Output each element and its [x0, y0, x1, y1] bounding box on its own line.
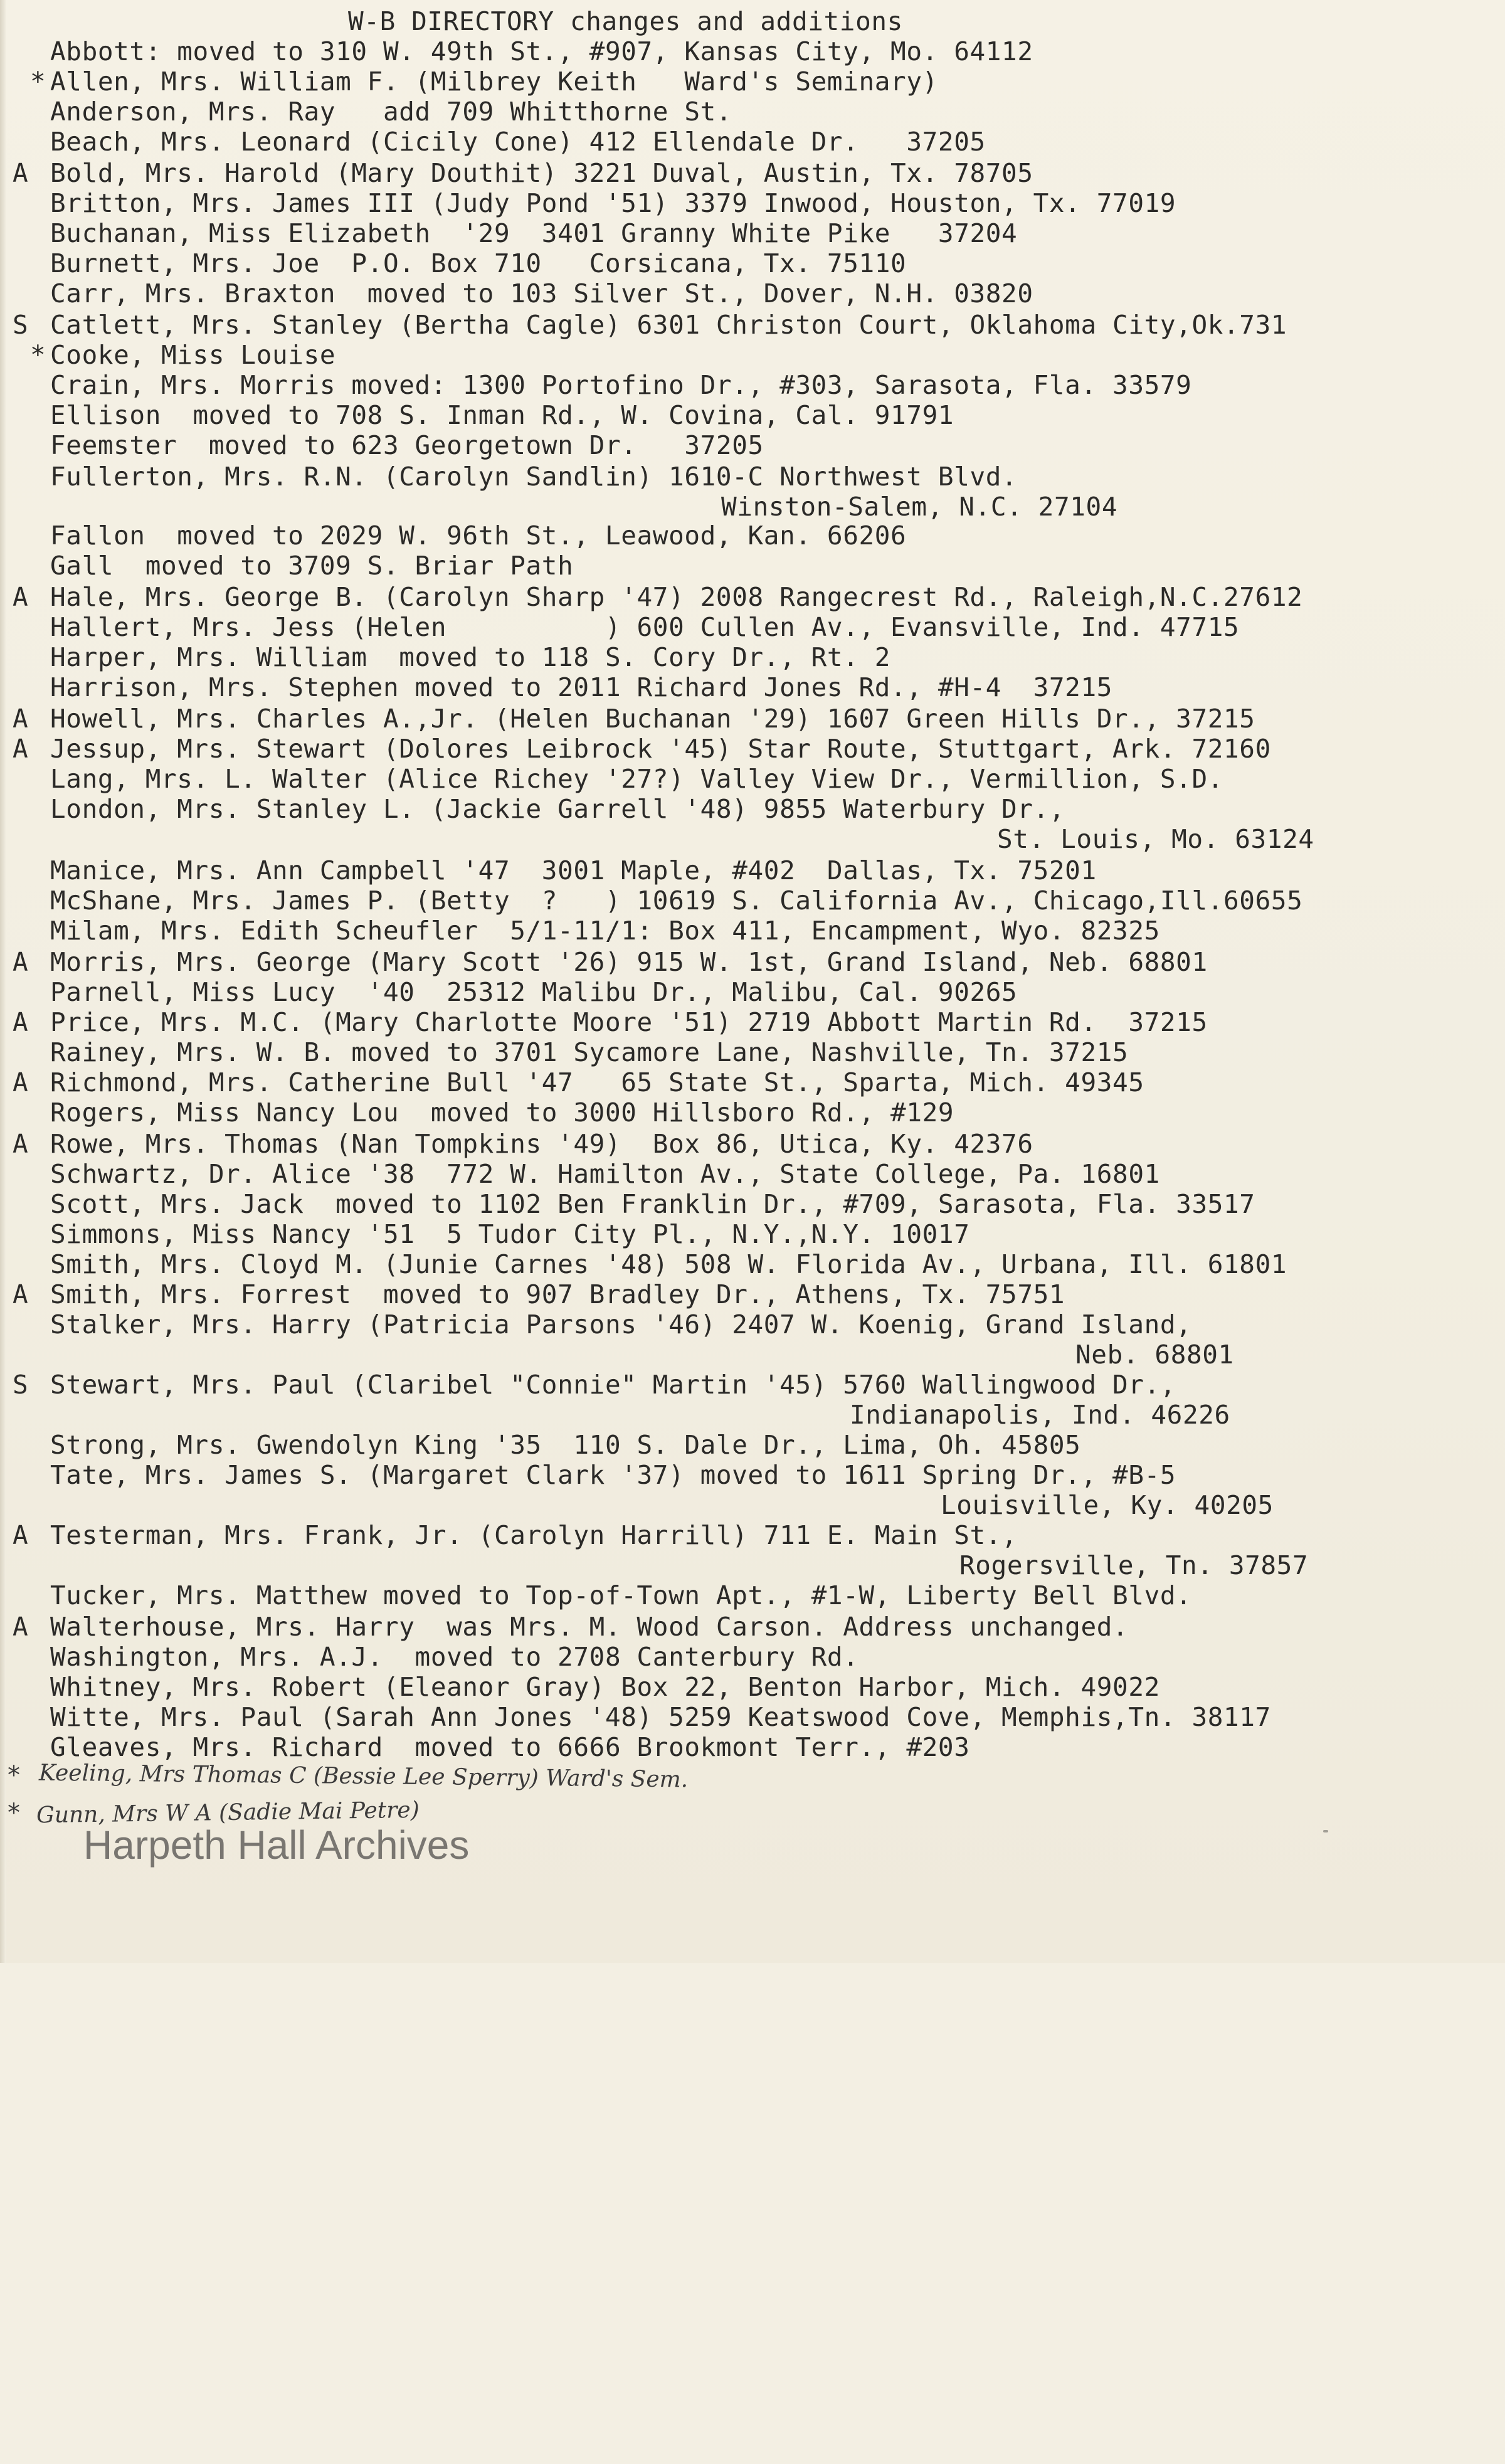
entry-marker: A [13, 1067, 29, 1097]
entry-line: Abbott: moved to 310 W. 49th St., #907, Kansas City, Mo. 64112 [50, 36, 1033, 66]
entry-line: Strong, Mrs. Gwendolyn King '35 110 S. Dale Dr., Lima, Oh. 45805 [50, 1430, 1081, 1460]
entry-marker: A [13, 582, 29, 612]
entry-line: Scott, Mrs. Jack moved to 1102 Ben Franklin Dr., #709, Sarasota, Fla. 33517 [50, 1189, 1255, 1219]
entry-marker: A [13, 1520, 29, 1550]
entry-continuation: Indianapolis, Ind. 46226 [850, 1400, 1230, 1430]
entry-line: Cooke, Miss Louise [50, 340, 336, 370]
entry-marker: A [13, 734, 29, 764]
entry-marker: A [13, 1007, 29, 1037]
entry-line: Anderson, Mrs. Ray add 709 Whitthorne St. [50, 97, 732, 127]
entry-line: Milam, Mrs. Edith Scheufler 5/1-11/1: Box 411, Encampment, Wyo. 82325 [50, 916, 1160, 946]
entry-line: Gall moved to 3709 S. Briar Path [50, 551, 574, 581]
handwritten-entry: Keeling, Mrs Thomas C (Bessie Lee Sperry) Ward's Sem. [38, 1760, 689, 1793]
entry-line: Whitney, Mrs. Robert (Eleanor Gray) Box 22, Benton Harbor, Mich. 49022 [50, 1672, 1160, 1702]
entry-continuation: Rogersville, Tn. 37857 [959, 1550, 1309, 1580]
entry-line: Burnett, Mrs. Joe P.O. Box 710 Corsicana, Tx. 75110 [50, 248, 907, 278]
entry-line: Crain, Mrs. Morris moved: 1300 Portofino Dr., #303, Sarasota, Fla. 33579 [50, 370, 1192, 400]
handwritten-marker: * [8, 1761, 20, 1790]
entry-marker: * [30, 340, 46, 370]
entry-line: Jessup, Mrs. Stewart (Dolores Leibrock '45) Star Route, Stuttgart, Ark. 72160 [50, 734, 1271, 764]
entry-line: Feemster moved to 623 Georgetown Dr. 37205 [50, 430, 764, 460]
entry-marker: A [13, 947, 29, 977]
entry-line: Washington, Mrs. A.J. moved to 2708 Canterbury Rd. [50, 1642, 859, 1672]
page-title: W-B DIRECTORY changes and additions [348, 6, 903, 36]
entry-line: Manice, Mrs. Ann Campbell '47 3001 Maple, #402 Dallas, Tx. 75201 [50, 855, 1097, 886]
entry-line: Witte, Mrs. Paul (Sarah Ann Jones '48) 5259 Keatswood Cove, Memphis,Tn. 38117 [50, 1702, 1271, 1732]
entry-line: Stalker, Mrs. Harry (Patricia Parsons '46) 2407 W. Koenig, Grand Island, [50, 1309, 1192, 1340]
entry-line: Price, Mrs. M.C. (Mary Charlotte Moore '51) 2719 Abbott Martin Rd. 37215 [50, 1007, 1208, 1037]
entry-line: Fullerton, Mrs. R.N. (Carolyn Sandlin) 1610-C Northwest Blvd. [50, 462, 1018, 492]
entry-marker: A [13, 1279, 29, 1309]
entry-line: Richmond, Mrs. Catherine Bull '47 65 State St., Sparta, Mich. 49345 [50, 1067, 1144, 1097]
entry-line: Stewart, Mrs. Paul (Claribel "Connie" Martin '45) 5760 Wallingwood Dr., [50, 1370, 1176, 1400]
entry-marker: * [30, 66, 46, 97]
entry-line: Buchanan, Miss Elizabeth '29 3401 Granny White Pike 37204 [50, 218, 1018, 248]
entry-line: Testerman, Mrs. Frank, Jr. (Carolyn Harrill) 711 E. Main St., [50, 1520, 1018, 1550]
entry-marker: S [13, 1370, 29, 1400]
entry-line: Lang, Mrs. L. Walter (Alice Richey '27?) Valley View Dr., Vermillion, S.D. [50, 764, 1224, 794]
entry-line: Harper, Mrs. William moved to 118 S. Cory Dr., Rt. 2 [50, 642, 891, 672]
entry-line: Parnell, Miss Lucy '40 25312 Malibu Dr., Malibu, Cal. 90265 [50, 977, 1018, 1007]
entry-line: Hale, Mrs. George B. (Carolyn Sharp '47) 2008 Rangecrest Rd., Raleigh,N.C.27612 [50, 582, 1303, 612]
entry-line: Carr, Mrs. Braxton moved to 103 Silver St., Dover, N.H. 03820 [50, 278, 1033, 309]
entry-line: Britton, Mrs. James III (Judy Pond '51) 3379 Inwood, Houston, Tx. 77019 [50, 188, 1176, 218]
entry-line: Tate, Mrs. James S. (Margaret Clark '37) moved to 1611 Spring Dr., #B-5 [50, 1460, 1176, 1490]
entry-continuation: Winston-Salem, N.C. 27104 [721, 492, 1118, 522]
entry-line: Allen, Mrs. William F. (Milbrey Keith Ward's Seminary) [50, 66, 938, 97]
entry-line: Simmons, Miss Nancy '51 5 Tudor City Pl., N.Y.,N.Y. 10017 [50, 1219, 970, 1249]
handwritten-entry: Gunn, Mrs W A (Sadie Mai Petre) [36, 1797, 420, 1829]
entry-marker: A [13, 704, 29, 734]
entry-marker: A [13, 1612, 29, 1642]
entry-line: Walterhouse, Mrs. Harry was Mrs. M. Wood Carson. Address unchanged. [50, 1612, 1129, 1642]
entry-line: Hallert, Mrs. Jess (Helen ) 600 Cullen Av., Evansville, Ind. 47715 [50, 612, 1240, 642]
entry-continuation: Neb. 68801 [1075, 1340, 1234, 1370]
entry-line: Harrison, Mrs. Stephen moved to 2011 Richard Jones Rd., #H-4 37215 [50, 672, 1113, 702]
entry-line: Bold, Mrs. Harold (Mary Douthit) 3221 Duval, Austin, Tx. 78705 [50, 158, 1033, 188]
handwritten-marker: * [8, 1799, 20, 1827]
archive-watermark: Harpeth Hall Archives [83, 1822, 470, 1868]
entry-line: Gleaves, Mrs. Richard moved to 6666 Brookmont Terr., #203 [50, 1732, 970, 1762]
entry-line: McShane, Mrs. James P. (Betty ? ) 10619 S. California Av., Chicago,Ill.60655 [50, 886, 1303, 916]
entry-line: Rowe, Mrs. Thomas (Nan Tompkins '49) Box 86, Utica, Ky. 42376 [50, 1129, 1033, 1159]
entry-continuation: Louisville, Ky. 40205 [941, 1490, 1274, 1520]
entry-line: Rainey, Mrs. W. B. moved to 3701 Sycamore Lane, Nashville, Tn. 37215 [50, 1037, 1129, 1067]
entry-marker: A [13, 1129, 29, 1159]
entry-line: Ellison moved to 708 S. Inman Rd., W. Covina, Cal. 91791 [50, 400, 954, 430]
paper-speck [1323, 1830, 1328, 1832]
entry-line: Smith, Mrs. Forrest moved to 907 Bradley Dr., Athens, Tx. 75751 [50, 1279, 1065, 1309]
entry-line: Tucker, Mrs. Matthew moved to Top-of-Town Apt., #1-W, Liberty Bell Blvd. [50, 1580, 1192, 1610]
entry-line: Fallon moved to 2029 W. 96th St., Leawood, Kan. 66206 [50, 521, 907, 551]
entry-line: Howell, Mrs. Charles A.,Jr. (Helen Buchanan '29) 1607 Green Hills Dr., 37215 [50, 704, 1255, 734]
entry-line: Morris, Mrs. George (Mary Scott '26) 915 W. 1st, Grand Island, Neb. 68801 [50, 947, 1208, 977]
entry-marker: S [13, 310, 29, 340]
entry-marker: A [13, 158, 29, 188]
entry-line: Beach, Mrs. Leonard (Cicily Cone) 412 Ellendale Dr. 37205 [50, 127, 986, 157]
entry-line: Rogers, Miss Nancy Lou moved to 3000 Hillsboro Rd., #129 [50, 1097, 954, 1128]
entry-continuation: St. Louis, Mo. 63124 [997, 824, 1314, 854]
entry-line: Smith, Mrs. Cloyd M. (Junie Carnes '48) 508 W. Florida Av., Urbana, Ill. 61801 [50, 1249, 1287, 1279]
entry-line: London, Mrs. Stanley L. (Jackie Garrell '48) 9855 Waterbury Dr., [50, 794, 1065, 824]
entry-line: Schwartz, Dr. Alice '38 772 W. Hamilton Av., State College, Pa. 16801 [50, 1159, 1160, 1189]
entry-line: Catlett, Mrs. Stanley (Bertha Cagle) 6301 Christon Court, Oklahoma City,Ok.731 [50, 310, 1287, 340]
